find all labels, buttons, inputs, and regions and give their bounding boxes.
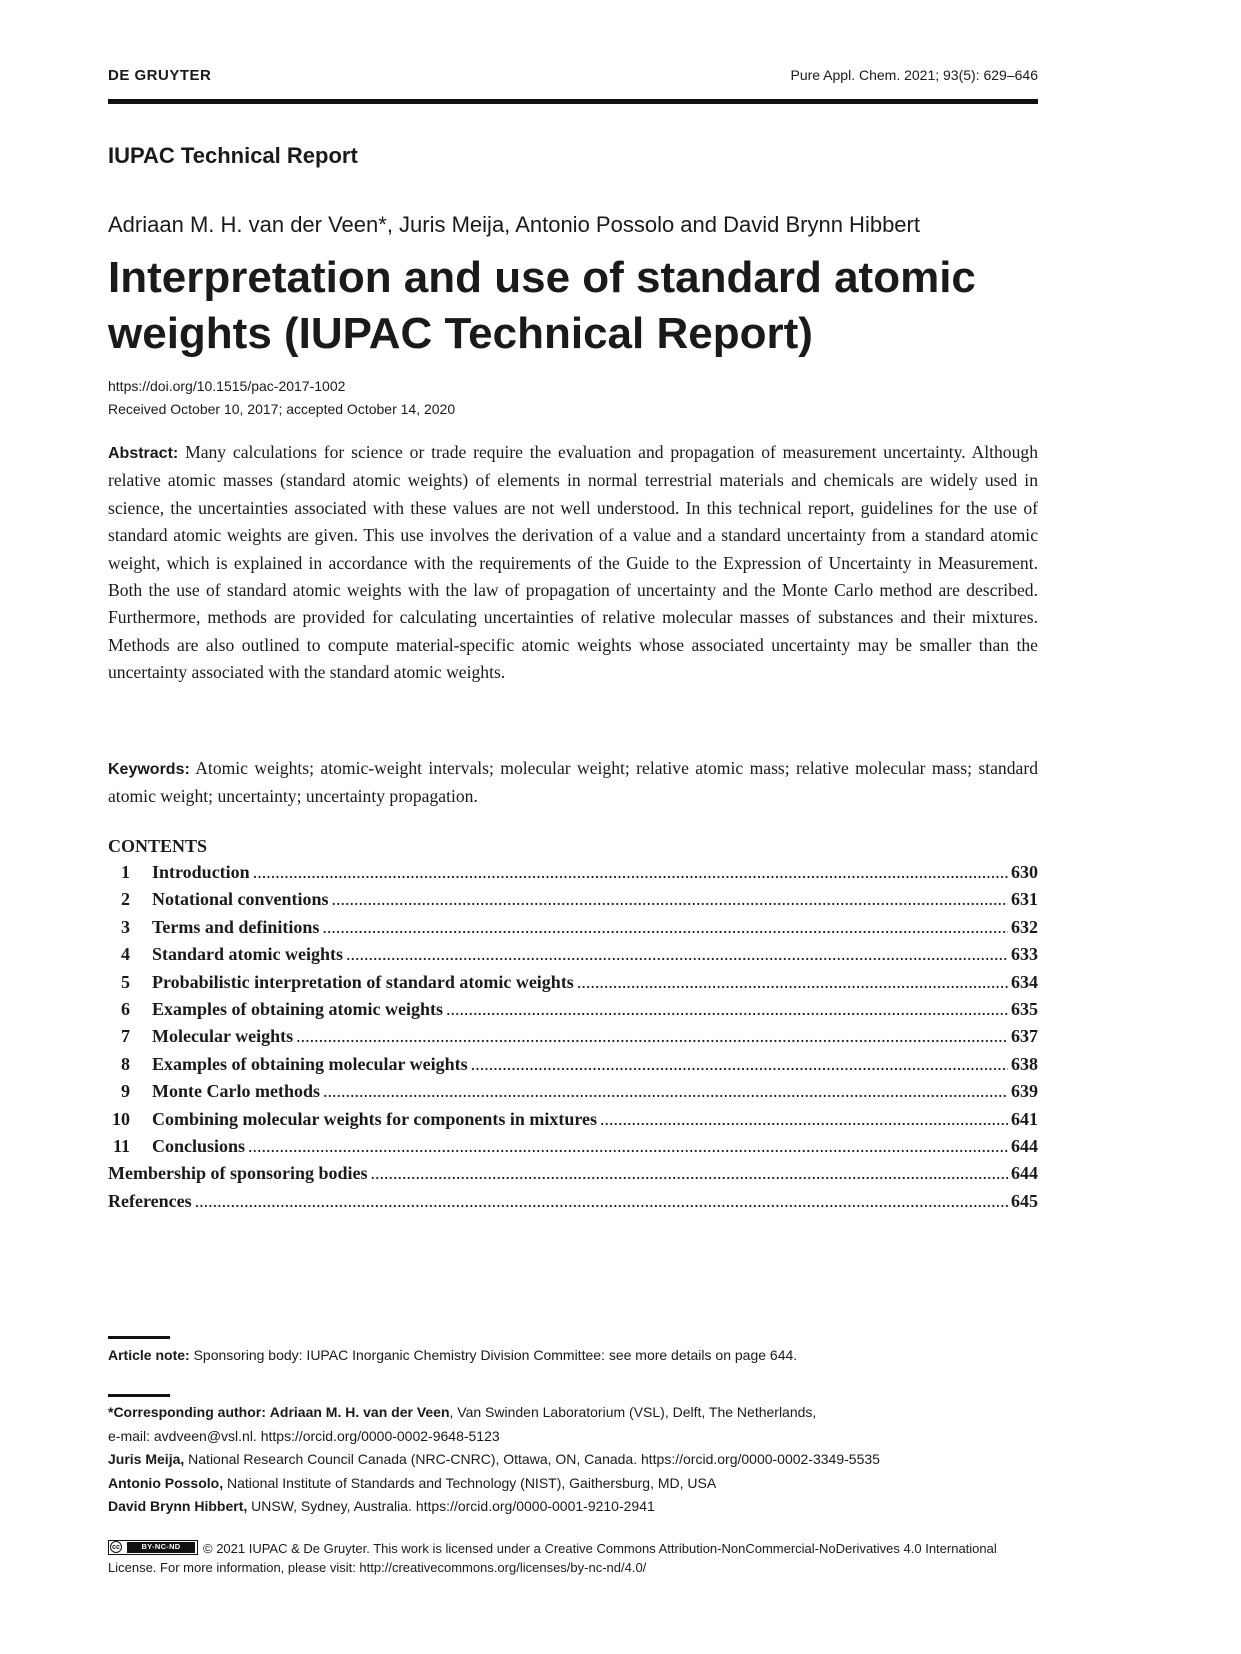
toc-page: 644 — [1011, 1163, 1038, 1184]
toc-leader — [323, 1081, 1008, 1102]
keywords — [108, 755, 1038, 811]
toc-title: Monte Carlo methods — [152, 1081, 320, 1102]
toc-page: 639 — [1011, 1081, 1038, 1102]
toc-leader — [346, 944, 1008, 965]
toc-leader — [332, 889, 1008, 910]
toc-title: Standard atomic weights — [152, 944, 344, 965]
toc-entry[interactable] — [108, 972, 1038, 999]
corresponding-author — [108, 1401, 1038, 1425]
journal-citation: Pure Appl. Chem. 2021; 93(5): 629–646 — [790, 67, 1038, 83]
corresponding-author-affiliation: , Van Swinden Laboratorium (VSL), Delft, The Netherlands, — [449, 1404, 817, 1420]
toc-title: Molecular weights — [152, 1026, 294, 1047]
toc-entry[interactable] — [108, 944, 1038, 971]
toc-entry[interactable] — [108, 1054, 1038, 1081]
received-dates: Received October 10, 2017; accepted October 14, 2020 — [108, 401, 456, 417]
toc-entry[interactable] — [108, 1136, 1038, 1163]
toc-title: Examples of obtaining atomic weights — [152, 998, 444, 1019]
affiliation-text: UNSW, Sydney, Australia. https://orcid.org/0000-0001-9210-2941 — [251, 1498, 655, 1514]
keywords-label: Keywords: — [108, 761, 190, 778]
toc-page: 635 — [1011, 998, 1038, 1019]
toc-entry[interactable] — [108, 1163, 1038, 1190]
abstract-text: Many calculations for science or trade require the evaluation and propagation of measurement uncertainty. Although relative atomic masses (standard atomic weights) of elements in normal terrestrial materials and chemicals are widely used in science, the uncertainties associated with these values are not well understood. In this technical report, guidelines for the use of standard atomic weights are given. This use involves the derivation of a value and a standard uncertainty from a standard atomic weight, which is explained in accordance with the requirements of the Guide to the Expression of Uncertainty in Measurement. Both the use of standard atomic weights with the law of propagation of uncertainty and the Monte Carlo method are described. Furthermore, methods are provided for calculating uncertainties of relative molecular masses of substances and their mixtures. Methods are also outlined to compute material-specific atomic weights whose associated uncertainty may be smaller than the uncertainty associated with the standard atomic weights. — [108, 442, 1038, 683]
toc-leader — [600, 1109, 1008, 1130]
license-text: © 2021 IUPAC & De Gruyter. This work is licensed under a Creative Commons Attribution-NonCommercial-NoDerivatives 4.0 International License. For more information, please visit: http://creativecommons.org/licenses/by-nc-nd/4.0/ — [108, 1541, 997, 1575]
toc-number: 2 — [121, 889, 130, 910]
toc-title: Introduction — [152, 862, 250, 882]
toc-leader — [446, 999, 1008, 1020]
cc-license-type: BY-NC-ND — [127, 1542, 195, 1553]
table-of-contents — [108, 862, 1038, 1218]
toc-entry[interactable] — [108, 1081, 1038, 1108]
toc-entry[interactable] — [108, 999, 1038, 1026]
contents-heading: CONTENTS — [108, 836, 208, 856]
author-name: David Brynn Hibbert, — [108, 1498, 248, 1514]
toc-page: 634 — [1011, 971, 1038, 992]
toc-number: 5 — [121, 971, 130, 992]
corresponding-author-contact[interactable]: e-mail: avdveen@vsl.nl. https://orcid.org/0000-0002-9648-5123 — [108, 1427, 500, 1444]
toc-number: 10 — [112, 1108, 130, 1129]
publisher-name: DE GRUYTER — [108, 67, 212, 84]
toc-number: 8 — [121, 1053, 130, 1074]
toc-title: References — [108, 1190, 192, 1211]
toc-title: Probabilistic interpretation of standard atomic weights — [152, 971, 574, 992]
toc-leader — [371, 1163, 1008, 1184]
toc-number: 6 — [121, 998, 130, 1019]
toc-number: 4 — [121, 944, 130, 965]
toc-entry[interactable] — [108, 1026, 1038, 1053]
toc-entry[interactable] — [108, 917, 1038, 944]
toc-page: 631 — [1011, 889, 1038, 910]
author-affiliations — [108, 1401, 1038, 1519]
affiliation-text: National Research Council Canada (NRC-CNRC), Ottawa, ON, Canada. https://orcid.org/0000-0002-3349-5535 — [188, 1451, 880, 1467]
toc-page: 630 — [1011, 862, 1038, 882]
license-notice — [108, 1539, 1038, 1577]
toc-entry[interactable] — [108, 889, 1038, 916]
corresponding-author-label: *Corresponding author: — [108, 1404, 266, 1420]
toc-title: Notational conventions — [152, 889, 329, 910]
toc-page: 632 — [1011, 916, 1038, 937]
toc-number: 7 — [121, 1026, 130, 1047]
toc-page: 644 — [1011, 1135, 1038, 1156]
toc-page: 641 — [1011, 1108, 1038, 1129]
doi-link[interactable]: https://doi.org/10.1515/pac-2017-1002 — [108, 378, 346, 394]
toc-entry[interactable] — [108, 1191, 1038, 1218]
toc-page: 633 — [1011, 944, 1038, 965]
cc-license-badge[interactable] — [108, 1540, 198, 1555]
toc-number: 1 — [121, 862, 130, 882]
article-note — [108, 1344, 1038, 1368]
toc-leader — [577, 972, 1008, 993]
author-list: Adriaan M. H. van der Veen*, Juris Meija, Antonio Possolo and David Brynn Hibbert — [108, 212, 920, 237]
toc-page: 637 — [1011, 1026, 1038, 1047]
toc-entry[interactable] — [108, 862, 1038, 889]
toc-title: Examples of obtaining molecular weights — [152, 1053, 468, 1074]
toc-number: 3 — [121, 916, 130, 937]
cc-icon: cc — [110, 1541, 122, 1553]
toc-leader — [253, 862, 1008, 883]
article-note-text: Sponsoring body: IUPAC Inorganic Chemistry Division Committee: see more details on page 644. — [193, 1347, 798, 1363]
affiliation-text: National Institute of Standards and Technology (NIST), Gaithersburg, MD, USA — [227, 1474, 717, 1491]
author-affiliation — [108, 1495, 1038, 1519]
toc-number: 9 — [121, 1081, 130, 1102]
author-affiliation — [108, 1472, 1038, 1496]
abstract — [108, 439, 1038, 687]
toc-number: 11 — [112, 1135, 130, 1156]
toc-leader — [322, 917, 1008, 938]
keywords-text: Atomic weights; atomic-weight intervals; molecular weight; relative atomic mass; relative molecular mass; standard atomic weight; uncertainty; uncertainty propagation. — [108, 758, 1038, 807]
author-name: Juris Meija, — [108, 1451, 185, 1467]
footnote-rule — [108, 1336, 170, 1339]
abstract-label: Abstract: — [108, 445, 179, 462]
toc-leader — [195, 1191, 1008, 1212]
section-label: IUPAC Technical Report — [108, 143, 358, 168]
toc-title: Combining molecular weights for components in mixtures — [152, 1108, 598, 1129]
toc-title: Conclusions — [152, 1135, 246, 1156]
toc-title: Terms and definitions — [152, 916, 320, 937]
article-note-label: Article note: — [108, 1347, 190, 1363]
toc-page: 638 — [1011, 1053, 1038, 1074]
toc-title: Membership of sponsoring bodies — [108, 1163, 368, 1184]
author-name: Antonio Possolo, — [108, 1474, 224, 1491]
toc-leader — [471, 1054, 1008, 1075]
header-rule — [108, 99, 1038, 104]
corresponding-author-name: Adriaan M. H. van der Veen — [269, 1404, 450, 1420]
article-title: Interpretation and use of standard atomic weights (IUPAC Technical Report) — [108, 253, 976, 358]
running-header — [108, 67, 1038, 89]
author-affiliation — [108, 1448, 1038, 1472]
toc-entry[interactable] — [108, 1109, 1038, 1136]
toc-leader — [296, 1026, 1008, 1047]
footnote-rule — [108, 1394, 170, 1397]
toc-leader — [248, 1136, 1008, 1157]
toc-page: 645 — [1011, 1190, 1038, 1211]
